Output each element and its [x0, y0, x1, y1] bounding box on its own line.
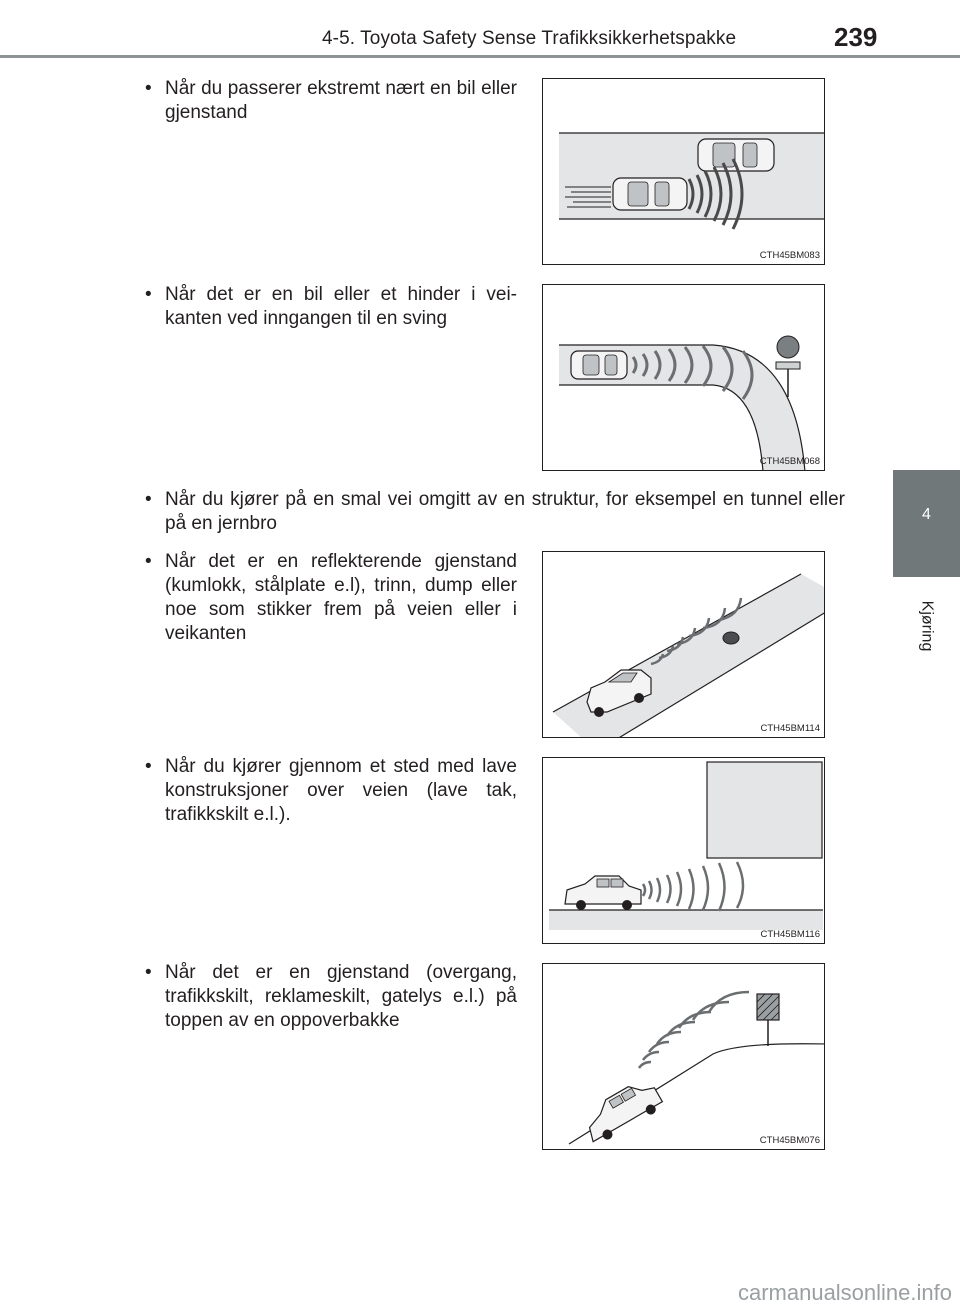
- watermark: carmanualsonline.info: [737, 1280, 952, 1305]
- curve-obstacle-drawing: [543, 285, 825, 471]
- figure-code: CTH45BM116: [760, 929, 820, 940]
- page-number: 239: [834, 22, 878, 52]
- low-structure-drawing: [543, 758, 825, 944]
- bullet-dot: •: [145, 489, 152, 510]
- page-header-title: 4-5. Toyota Safety Sense Trafikksikkerhetspakke: [322, 28, 737, 49]
- figure-code: CTH45BM068: [759, 456, 820, 467]
- header-divider: [0, 55, 960, 58]
- list-item-text: Når du kjører på en smal vei omgitt av en struktur, for eksempel en tunnel eller på en jernbro: [165, 489, 845, 534]
- uphill-object-drawing: [543, 964, 825, 1150]
- bullet-dot: •: [145, 756, 152, 777]
- list-item: [145, 77, 517, 125]
- list-item: [145, 755, 517, 827]
- chapter-number: 4: [922, 506, 931, 523]
- illustration-low-structure: [542, 757, 825, 944]
- reflective-object-drawing: [543, 552, 825, 738]
- bullet-dot: •: [145, 78, 152, 99]
- list-item-text: Når du kjører gjennom et sted med lave konstruksjoner over veien (lave tak, trafikkskilt e.l.).: [165, 756, 517, 825]
- close-passing-drawing: [543, 79, 825, 265]
- illustration-curve-obstacle: [542, 284, 825, 471]
- list-item: [145, 550, 517, 646]
- figure-code: CTH45BM076: [759, 1135, 820, 1146]
- list-item-text: Når det er en gjenstand (overgang, trafikkskilt, reklameskilt, gatelys e.l.) på toppen av en oppoverbakke: [165, 962, 517, 1031]
- chapter-tab[interactable]: [893, 470, 960, 577]
- list-item-text: Når du passerer ekstremt nært en bil eller gjenstand: [165, 78, 517, 123]
- chapter-label: [893, 590, 960, 662]
- list-item: [145, 283, 517, 331]
- illustration-uphill-object: [542, 963, 825, 1150]
- list-item-text: Når det er en reflekterende gjenstand (kumlokk, stålplate e.l), trinn, dump eller noe som stikker frem på veien eller i veikanten: [165, 551, 517, 644]
- chapter-label-text: Kjøring: [918, 600, 936, 652]
- bullet-dot: •: [145, 284, 152, 305]
- list-item: [145, 488, 845, 536]
- list-item: [145, 961, 517, 1033]
- bullet-dot: •: [145, 962, 152, 983]
- list-item-text: Når det er en bil eller et hinder i vei-kanten ved inngangen til en sving: [165, 284, 517, 329]
- figure-code: CTH45BM114: [760, 723, 820, 734]
- illustration-close-passing: [542, 78, 825, 265]
- illustration-reflective-object: [542, 551, 825, 738]
- bullet-dot: •: [145, 551, 152, 572]
- figure-code: CTH45BM083: [759, 250, 820, 261]
